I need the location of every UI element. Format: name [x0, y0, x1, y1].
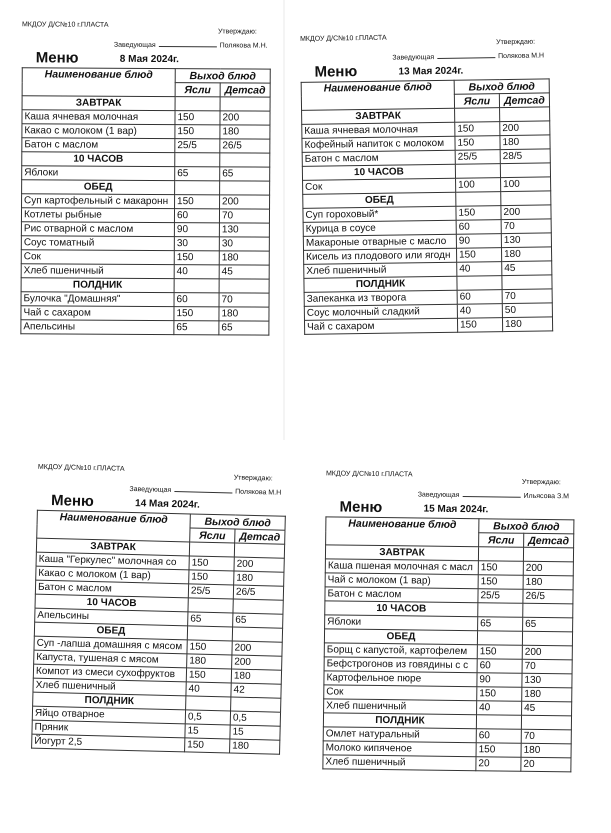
empty-cell — [234, 543, 284, 558]
dish-row — [21, 236, 269, 251]
empty-cell — [478, 547, 523, 562]
portion-yasli: 150 — [175, 195, 220, 209]
empty-cell — [501, 191, 551, 206]
meal-section-title: 10 ЧАСОВ — [325, 601, 478, 617]
menu-title: Меню — [339, 498, 383, 517]
column-header-output: Выход блюд — [479, 519, 574, 534]
head-signature-line — [418, 491, 569, 500]
portion-yasli: 150 — [175, 125, 220, 139]
dish-row — [22, 110, 270, 125]
portion-detsad: 130 — [219, 223, 269, 237]
dish-name: Соус томатный — [21, 236, 174, 251]
portion-yasli: 60 — [476, 729, 521, 744]
column-header-yasli: Ясли — [190, 528, 235, 543]
approval-label: Утверждаю: — [233, 474, 273, 483]
column-header-detsad: Детсад — [499, 93, 549, 108]
portion-yasli: 25/5 — [455, 150, 500, 165]
meal-section-title: ЗАВТРАК — [325, 545, 478, 561]
empty-cell — [500, 163, 550, 178]
meal-section-title: ОБЕД — [303, 192, 456, 208]
portion-yasli: 20 — [476, 757, 521, 772]
dish-row — [21, 292, 269, 307]
dish-name: Хлеб пшеничный — [304, 262, 457, 278]
empty-cell — [174, 279, 219, 293]
menu-date: 8 Мая 2024г. — [119, 53, 179, 66]
empty-cell — [231, 697, 281, 712]
empty-cell — [175, 181, 220, 195]
dish-name: Бефстрогонов из говядины с с — [324, 657, 477, 673]
dish-name: Чай с сахаром — [304, 318, 457, 334]
head-label: Заведующая — [113, 41, 156, 49]
portion-yasli: 90 — [174, 223, 219, 237]
portion-yasli: 150 — [478, 561, 523, 576]
dish-name: Каша "Геркулес" молочная со — [36, 552, 189, 570]
portion-detsad: 70 — [219, 209, 269, 223]
portion-detsad: 65 — [233, 613, 283, 628]
portion-detsad: 180 — [231, 669, 281, 684]
empty-cell — [189, 542, 234, 557]
dish-row — [304, 317, 552, 334]
head-name: Полякова М.Н — [498, 52, 545, 61]
dish-name: Омлет натуральный — [323, 727, 476, 743]
column-header-dish-name: Наименование блюд — [37, 510, 191, 542]
head-name: Ильясова З.М — [523, 492, 570, 501]
column-header-yasli: Ясли — [454, 94, 499, 109]
meal-section-title: ПОЛДНИК — [304, 276, 457, 292]
portion-detsad: 180 — [502, 317, 552, 332]
portion-yasli: 25/5 — [175, 139, 220, 153]
dish-name: Запеканка из творога — [304, 290, 457, 306]
head-signature-line — [114, 42, 268, 50]
meal-section-title: 10 ЧАСОВ — [35, 594, 188, 612]
column-header-dish-name: Наименование блюд — [301, 80, 454, 110]
signature-blank — [437, 57, 495, 59]
portion-yasli: 90 — [477, 673, 522, 688]
meal-section-row — [22, 180, 270, 195]
portion-detsad: 100 — [501, 177, 551, 192]
dish-name: Курица в соусе — [303, 220, 456, 236]
column-header-yasli: Ясли — [479, 533, 524, 548]
portion-detsad: 200 — [232, 655, 282, 670]
portion-detsad: 180 — [500, 135, 550, 150]
dish-row — [22, 166, 270, 181]
empty-cell — [188, 598, 233, 613]
portion-yasli: 150 — [457, 318, 502, 333]
meal-section-title: 10 ЧАСОВ — [22, 152, 175, 167]
portion-yasli: 150 — [476, 743, 521, 758]
portion-yasli: 150 — [477, 645, 522, 660]
portion-detsad: 180 — [220, 125, 270, 139]
empty-cell — [477, 631, 522, 646]
meal-section-title: 10 ЧАСОВ — [302, 164, 455, 180]
menu-date: 14 Мая 2024г. — [134, 498, 200, 511]
dish-name: Яблоки — [22, 166, 175, 181]
dish-name: Батон с маслом — [325, 587, 478, 603]
portion-detsad: 70 — [219, 293, 269, 307]
dish-name: Батон с маслом — [22, 138, 175, 153]
dish-name: Соус молочный сладкий — [304, 304, 457, 320]
dish-name: Яблоки — [325, 615, 478, 631]
column-header-dish-name: Наименование блюд — [22, 68, 175, 97]
dish-name: Кофейный напиток с молоком — [302, 136, 455, 152]
portion-yasli: 150 — [455, 136, 500, 151]
empty-cell — [522, 631, 572, 646]
dish-name: Булочка "Домашняя" — [21, 292, 174, 307]
portion-detsad: 180 — [501, 247, 551, 262]
empty-cell — [476, 715, 521, 730]
empty-cell — [220, 97, 270, 111]
portion-detsad: 180 — [230, 739, 280, 754]
empty-cell — [219, 279, 269, 293]
organization-name: МКДОУ Д/С№10 г.ПЛАСТА — [300, 34, 387, 43]
portion-detsad: 200 — [522, 645, 572, 660]
empty-cell — [186, 696, 231, 711]
dish-name: Апельсины — [35, 608, 188, 626]
empty-cell — [502, 275, 552, 290]
portion-yasli: 150 — [456, 206, 501, 221]
portion-detsad: 180 — [219, 307, 269, 321]
dish-row — [323, 755, 571, 772]
head-label: Заведующая — [129, 485, 172, 494]
empty-cell — [457, 276, 502, 291]
empty-cell — [187, 626, 232, 641]
column-header-detsad: Детсад — [235, 529, 285, 544]
dish-row — [22, 124, 270, 139]
scan-sheet-edge — [283, 0, 285, 440]
organization-name: МКДОУ Д/С№10 г.ПЛАСТА — [325, 470, 413, 479]
portion-yasli: 40 — [186, 682, 231, 697]
portion-yasli: 25/5 — [188, 584, 233, 599]
portion-yasli: 150 — [187, 640, 232, 655]
dish-name: Хлеб пшеничный — [21, 264, 174, 279]
dish-name: Батон с маслом — [302, 150, 455, 166]
dish-name: Чай с сахаром — [21, 306, 174, 321]
portion-yasli: 40 — [477, 701, 522, 716]
daily-menu-sheet — [34, 463, 308, 752]
menu-date: 15 Мая 2024г. — [423, 503, 489, 516]
meal-section-title: ЗАВТРАК — [36, 538, 189, 556]
signature-blank — [159, 46, 217, 47]
portion-detsad: 200 — [220, 195, 270, 209]
menu-table — [20, 67, 270, 335]
portion-yasli: 15 — [185, 724, 230, 739]
dish-name: Каша ячневая молочная — [302, 122, 455, 138]
table-header-row — [326, 517, 574, 534]
portion-detsad: 200 — [220, 111, 270, 125]
head-signature-line — [129, 486, 281, 497]
portion-yasli: 150 — [189, 556, 234, 571]
dish-name: Рис отварной с маслом — [21, 222, 174, 237]
dish-name: Кисель из плодового или ягодн — [304, 248, 457, 264]
table-header-row — [37, 510, 285, 530]
portion-yasli: 150 — [477, 687, 522, 702]
dish-name: Яйцо отварное — [32, 706, 185, 724]
portion-yasli: 150 — [186, 668, 231, 683]
portion-detsad: 50 — [502, 303, 552, 318]
empty-cell — [521, 715, 571, 730]
dish-name: Капуста, тушеная с мясом — [34, 650, 187, 668]
column-header-detsad: Детсад — [220, 83, 270, 97]
dish-row — [21, 208, 269, 223]
head-label: Заведующая — [392, 54, 435, 62]
portion-detsad: 180 — [522, 687, 572, 702]
portion-detsad: 180 — [234, 571, 284, 586]
dish-name: Суп гороховый* — [303, 206, 456, 222]
dish-name: Каша пшеная молочная с масл — [325, 559, 478, 575]
approval-label: Утверждаю: — [521, 478, 561, 487]
portion-detsad: 0,5 — [230, 711, 280, 726]
portion-detsad: 65 — [220, 167, 270, 181]
signature-blank — [462, 496, 520, 498]
column-header-output: Выход блюд — [454, 79, 549, 94]
head-name: Полякова М.Н. — [219, 42, 268, 50]
portion-yasli: 60 — [456, 220, 501, 235]
portion-yasli: 30 — [174, 237, 219, 251]
portion-detsad: 26/5 — [220, 139, 270, 153]
dish-name: Суп картофельный с макаронн — [22, 194, 175, 209]
approval-label: Утверждаю: — [217, 28, 257, 36]
dish-name: Котлеты рыбные — [21, 208, 174, 223]
menu-table — [322, 516, 574, 772]
empty-cell — [220, 153, 270, 167]
portion-yasli: 60 — [174, 209, 219, 223]
dish-row — [21, 222, 269, 237]
portion-detsad: 26/5 — [233, 585, 283, 600]
dish-row — [22, 194, 270, 209]
meal-section-title: ПОЛДНИК — [33, 692, 186, 710]
dish-row — [21, 306, 269, 321]
portion-detsad: 65 — [219, 321, 269, 335]
portion-yasli: 60 — [477, 659, 522, 674]
portion-detsad: 65 — [523, 617, 573, 632]
dish-name: Суп -лапша домашняя с мясом — [34, 636, 187, 654]
empty-cell — [233, 599, 283, 614]
dish-name: Сок — [324, 685, 477, 701]
portion-detsad: 45 — [502, 261, 552, 276]
dish-name: Борщ с капустой, картофелем — [324, 643, 477, 659]
empty-cell — [523, 547, 573, 562]
menu-title: Меню — [314, 63, 358, 81]
meal-section-row — [22, 96, 270, 111]
organization-name: МКДОУ Д/С№10 г.ПЛАСТА — [21, 21, 109, 29]
empty-cell — [220, 181, 270, 195]
portion-detsad: 70 — [521, 729, 571, 744]
portion-detsad: 70 — [502, 289, 552, 304]
portion-yasli: 180 — [187, 654, 232, 669]
dish-row — [22, 138, 270, 153]
head-label: Заведующая — [417, 491, 460, 499]
portion-yasli: 40 — [457, 262, 502, 277]
head-signature-line — [392, 52, 544, 61]
portion-yasli: 0,5 — [185, 710, 230, 725]
portion-detsad: 42 — [231, 683, 281, 698]
portion-yasli: 90 — [456, 234, 501, 249]
portion-detsad: 180 — [523, 575, 573, 590]
column-header-detsad: Детсад — [524, 533, 574, 548]
meal-section-title: ОБЕД — [22, 180, 175, 195]
portion-yasli: 40 — [174, 265, 219, 279]
portion-detsad: 130 — [501, 233, 551, 248]
dish-name: Сок — [303, 178, 456, 194]
dish-name: Чай с молоком (1 вар) — [325, 573, 478, 589]
dish-name: Какао с молоком (1 вар) — [36, 566, 189, 584]
daily-menu-sheet — [21, 21, 292, 334]
menu-title: Меню — [35, 49, 79, 67]
menu-date: 13 Мая 2024г. — [398, 65, 464, 78]
daily-menu-sheet — [300, 32, 570, 333]
menu-title: Меню — [50, 492, 95, 511]
empty-cell — [455, 164, 500, 179]
dish-name: Картофельное пюре — [324, 671, 477, 687]
portion-yasli: 60 — [457, 290, 502, 305]
column-header-yasli: Ясли — [175, 83, 220, 97]
meal-section-row — [21, 278, 269, 293]
empty-cell — [478, 603, 523, 618]
empty-cell — [175, 153, 220, 167]
portion-yasli: 150 — [174, 307, 219, 321]
dish-name: Макароные отварные с масло — [303, 234, 456, 250]
empty-cell — [232, 627, 282, 642]
empty-cell — [175, 97, 220, 111]
dish-name: Каша ячневая молочная — [22, 110, 175, 125]
portion-yasli: 65 — [188, 612, 233, 627]
dish-row — [21, 320, 269, 335]
table-header-row — [22, 68, 270, 83]
portion-detsad: 28/5 — [500, 149, 550, 164]
portion-detsad: 26/5 — [523, 589, 573, 604]
portion-yasli: 65 — [174, 321, 219, 335]
dish-name: Батон с маслом — [35, 580, 188, 598]
dish-name: Молоко кипяченое — [323, 741, 476, 757]
meal-section-title: ЗАВТРАК — [22, 96, 175, 111]
dish-name: Хлеб пшеничный — [323, 755, 476, 771]
empty-cell — [500, 107, 550, 122]
portion-detsad: 200 — [500, 121, 550, 136]
portion-detsad: 20 — [521, 757, 571, 772]
portion-detsad: 30 — [219, 237, 269, 251]
meal-section-title: ПОЛДНИК — [21, 278, 174, 293]
dish-name: Компот из смеси сухофруктов — [33, 664, 186, 682]
meal-section-title: ОБЕД — [324, 629, 477, 645]
dish-name: Какао с молоком (1 вар) — [22, 124, 175, 139]
portion-detsad: 70 — [501, 219, 551, 234]
empty-cell — [523, 603, 573, 618]
empty-cell — [455, 108, 500, 123]
portion-yasli: 150 — [478, 575, 523, 590]
portion-yasli: 65 — [175, 167, 220, 181]
dish-name: Пряник — [32, 720, 185, 738]
portion-detsad: 180 — [219, 251, 269, 265]
portion-yasli: 100 — [456, 178, 501, 193]
portion-yasli: 150 — [456, 248, 501, 263]
dish-name: Йогурт 2,5 — [32, 734, 185, 752]
portion-detsad: 180 — [521, 743, 571, 758]
portion-detsad: 70 — [522, 659, 572, 674]
dish-name: Хлеб пшеничный — [324, 699, 477, 715]
dish-name: Сок — [21, 250, 174, 265]
portion-detsad: 130 — [522, 673, 572, 688]
menu-table — [31, 510, 286, 755]
portion-yasli: 150 — [175, 111, 220, 125]
portion-yasli: 60 — [174, 293, 219, 307]
column-header-output: Выход блюд — [190, 514, 285, 530]
portion-yasli: 150 — [455, 122, 500, 137]
portion-detsad: 200 — [234, 557, 284, 572]
signature-blank — [174, 491, 232, 493]
head-name: Полякова М.Н — [235, 488, 282, 497]
dish-row — [21, 264, 269, 279]
dish-name: Апельсины — [21, 320, 174, 335]
organization-name: МКДОУ Д/С№10 г.ПЛАСТА — [37, 463, 125, 473]
portion-detsad: 15 — [230, 725, 280, 740]
portion-yasli: 150 — [185, 738, 230, 753]
empty-cell — [456, 192, 501, 207]
portion-detsad: 200 — [523, 561, 573, 576]
daily-menu-sheet — [325, 470, 596, 770]
menu-table — [301, 78, 554, 334]
column-header-output: Выход блюд — [175, 69, 270, 83]
portion-detsad: 200 — [232, 641, 282, 656]
portion-yasli: 150 — [174, 251, 219, 265]
portion-detsad: 45 — [522, 701, 572, 716]
portion-yasli: 150 — [189, 570, 234, 585]
approval-label: Утверждаю: — [496, 38, 536, 47]
portion-yasli: 40 — [457, 304, 502, 319]
meal-section-title: ПОЛДНИК — [323, 713, 476, 729]
portion-detsad: 200 — [501, 205, 551, 220]
dish-row — [21, 250, 269, 265]
meal-section-row — [22, 152, 270, 167]
portion-detsad: 45 — [219, 265, 269, 279]
portion-yasli: 25/5 — [478, 589, 523, 604]
dish-name: Хлеб пшеничный — [33, 678, 186, 696]
column-header-dish-name: Наименование блюд — [326, 517, 479, 547]
portion-yasli: 65 — [478, 617, 523, 632]
meal-section-title: ЗАВТРАК — [302, 108, 455, 124]
meal-section-title: ОБЕД — [34, 622, 187, 640]
